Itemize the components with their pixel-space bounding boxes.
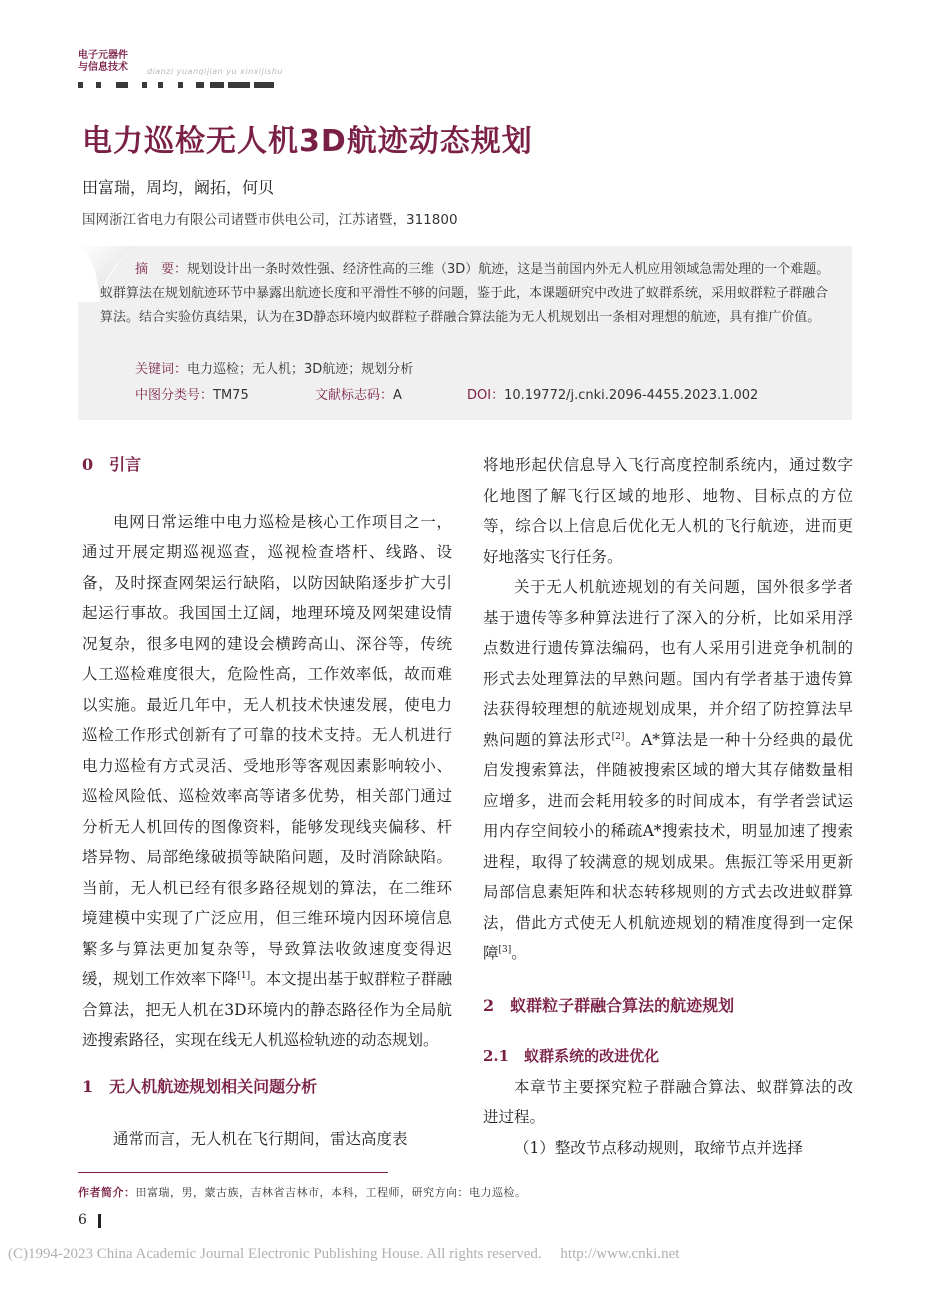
doccode-label: 文献标志码： xyxy=(315,388,394,403)
footnote-label: 作者简介： xyxy=(78,1186,136,1199)
keywords-value: 电力巡检；无人机；3D航迹；规划分析 xyxy=(187,362,414,377)
abstract-label: 摘 要： xyxy=(135,262,188,277)
section-2-heading xyxy=(483,991,853,1022)
intro-text-b: 。本文提出基于蚁群粒子群融合算法，把无人机在3D环境内的静态路径作为全局航迹搜索路径，实现在线无人机巡检轨迹的动态规划。 xyxy=(82,970,452,1049)
footnote-text: 田富瑞，男，蒙古族，吉林省吉林市，本科，工程师，研究方向：电力巡检。 xyxy=(135,1186,527,1199)
journal-name xyxy=(78,50,128,74)
author-footnote xyxy=(78,1184,527,1200)
class-label: 中图分类号： xyxy=(135,388,214,403)
ref-2: [2] xyxy=(611,731,625,742)
right-paragraph-3: 本章节主要探究粒子群融合算法、蚁群算法的改进过程。 xyxy=(483,1077,853,1126)
doi-label: DOI： xyxy=(467,388,505,403)
article-title: 电力巡检无人机3D航迹动态规划 xyxy=(82,124,533,159)
left-column xyxy=(82,450,452,1155)
footnote-divider xyxy=(78,1172,388,1173)
journal-pinyin: dianzi yuanqijian yu xinxijishu xyxy=(147,67,283,76)
right-text-a: 关于无人机航迹规划的有关问题，国外很多学者基于遗传等多种算法进行了深入的分析，比如采用浮点数进行遗传算法编码，也有人采用引进竞争机制的形式去处理算法的早熟问题。国内有学者基于遗传算法获得较理想的航迹规划成果，并介绍了防控算法早熟问题的算法形式 xyxy=(483,578,853,749)
doccode-value: A xyxy=(393,388,402,403)
page-number: 6 xyxy=(78,1212,87,1228)
header-decoration xyxy=(78,82,278,90)
section-1-number: 1 xyxy=(82,1076,94,1096)
intro-text-a: 电网日常运维中电力巡检是核心工作项目之一，通过开展定期巡视巡查，巡视检查塔杆、线路、设备，及时探查网架运行缺陷，以防因缺陷逐步扩大引起运行事故。我国国土辽阔，地理环境及网架建设情况复杂，很多电网的建设会横跨高山、深谷等，传统人工巡检难度很大，危险性高，工作效率低，故而难以实施。最近几年中，无人机技术快速发展，使电力巡检工作形式创新有了可靠的技术支持。无人机进行电力巡检有方式灵活、受地形等客观因素影响较小、巡检风险低、巡检效率高等诸多优势，相关部门通过分析无人机回传的图像资料，能够发现线夹偏移、杆塔异物、局部绝缘破损等缺陷问题，及时消除缺陷。当前，无人机已经有很多路径规划的算法，在二维环境建模中实现了广泛应用，但三维环境内因环境信息繁多与算法更加复杂等，导致算法收敛速度变得迟缓，规划工作效率下降 xyxy=(82,512,452,988)
intro-paragraph xyxy=(82,507,452,1056)
class-value: TM75 xyxy=(213,388,249,403)
affiliation: 国网浙江省电力有限公司诸暨市供电公司，江苏诸暨，311800 xyxy=(82,212,458,228)
right-column xyxy=(483,450,853,1163)
right-text-b: 。A*算法是一种十分经典的最优启发搜索算法，伴随被搜索区域的增大其存储数量相应增多，进而会耗用较多的时间成本，有学者尝试运用内存空间较小的稀疏A*搜索技术，明显加速了搜索进程，取得了较满意的规划成果。焦振江等采用更新局部信息素矩阵和状态转移规则的方式去改进蚁群算法，借此方式使无人机航迹规划的精准度得到一定保障 xyxy=(483,730,853,962)
section-1-title: 无人机航迹规划相关问题分析 xyxy=(109,1076,318,1096)
journal-name-line2: 与信息技术 xyxy=(78,62,128,73)
journal-name-line1: 电子元器件 xyxy=(78,50,128,61)
abstract-text xyxy=(100,258,835,330)
right-paragraph-4: （1）整改节点移动规则，取缔节点并选择 xyxy=(514,1138,803,1157)
section-2-1-heading xyxy=(483,1041,853,1072)
section-0-title: 引言 xyxy=(109,455,142,474)
page-number-bar xyxy=(98,1214,101,1228)
section-0-heading xyxy=(82,450,452,481)
section-1-paragraph: 通常而言，无人机在飞行期间，雷达高度表 xyxy=(113,1130,408,1148)
section-1-heading xyxy=(82,1072,452,1103)
right-paragraph-2 xyxy=(483,572,853,969)
doi-value: 10.19772/j.cnki.2096-4455.2023.1.002 xyxy=(504,388,759,403)
section-2-1-number: 2.1 xyxy=(483,1047,510,1065)
copyright-watermark: (C)1994-2023 China Academic Journal Electronic Publishing House. All rights reserved. http://www.cnki.net xyxy=(8,1246,680,1262)
ref-1: [1] xyxy=(237,970,251,981)
keywords-label: 关键词： xyxy=(135,362,188,377)
right-text-c: 。 xyxy=(511,944,527,962)
section-2-number: 2 xyxy=(483,995,495,1015)
abstract-body: 规划设计出一条时效性强、经济性高的三维（3D）航迹，这是当前国内外无人机应用领域急需处理的一个难题。蚁群算法在规划航迹环节中暴露出航迹长度和平滑性不够的问题，鉴于此，本课题研究中改进了蚁群系统，采用蚁群粒子群融合算法。结合实验仿真结果，认为在3D静态环境内蚁群粒子群融合算法能为无人机规划出一条相对理想的航迹，具有推广价值。 xyxy=(100,262,830,325)
section-2-title: 蚁群粒子群融合算法的航迹规划 xyxy=(510,995,735,1015)
ref-3: [3] xyxy=(498,944,512,955)
right-paragraph-1: 将地形起伏信息导入飞行高度控制系统内，通过数字化地图了解飞行区域的地形、地物、目标点的方位等，综合以上信息后优化无人机的飞行航迹，进而更好地落实飞行任务。 xyxy=(483,456,853,566)
authors: 田富瑞，周均，阚拓，何贝 xyxy=(82,178,275,197)
section-2-1-title: 蚁群系统的改进优化 xyxy=(524,1047,660,1065)
keywords xyxy=(135,358,413,377)
section-0-number: 0 xyxy=(82,455,94,474)
